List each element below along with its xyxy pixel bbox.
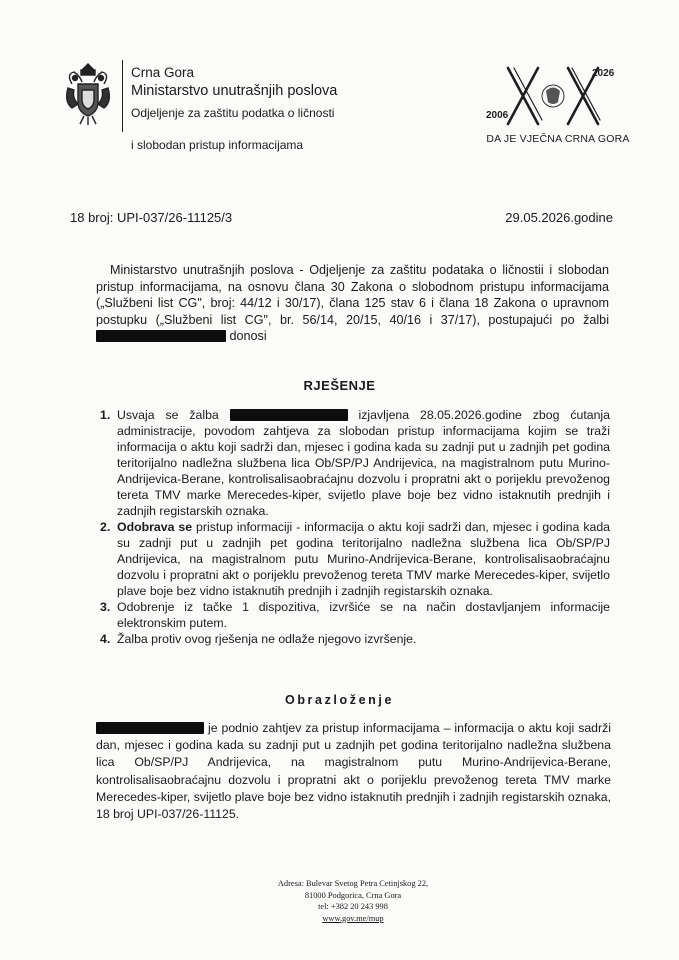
redaction [96,722,204,734]
item-number: 3. [100,600,111,614]
xx-emblem-icon [480,60,630,132]
redaction [230,409,348,421]
footer-website-link[interactable]: www.gov.me/mup [322,913,384,923]
item-number: 4. [100,632,111,646]
item-number: 2. [100,520,111,534]
list-item [100,599,610,631]
header-divider [122,60,123,132]
institution-block [131,64,338,152]
item-text: pristup informaciji - informacija o aktu koji sadrži dan, mjesec i godina kada su zadnji put u zadnjih pet godina teritorijalno nadležna službena lica Ob/SP/PJ Andrijevica, na magistralnom putu Murino-Andrijevica-Berane, kontrolisalisaobraćajnu dozvolu i propratni akt o porijeklu prevoženog tereta TMV marke Merecedes-kiper, svijetlo plave boje bez vidno istaknutih prednjih i zadnjih registarskih oznaka. [117,520,610,598]
reasoning-paragraph [96,720,611,823]
list-item [100,519,610,599]
item-text: izjavljena 28.05.2026.godine zbog ćutanja administracije, povodom zahtjeva za slobodan pristup informacijama kojim se traži informacija o aktu koji sadrži dan, mjesec i godina kada su zadnji put u zadnjih pet godina teritorijalno nadležna službena lica Ob/SP/PJ Andrijevica, na magistralnom putu Murino-Andrijevica-Berane, kontrolisalisaobraćajnu dozvolu i propratni akt o porijeklu prevoženog tereta TMV marke Merecedes-kiper, svijetlo plave boje bez vidno istaknutih prednjih i zadnjih registarskih oznaka. [117,408,610,518]
list-item [100,407,610,519]
decision-heading: RJEŠENJE [303,378,376,393]
decision-list [100,407,610,647]
footer-city: 81000 Podgorica, Crna Gora [304,890,402,900]
ministry-name: Ministarstvo unutrašnjih poslova [131,83,338,99]
emblem-year-left: 2006 [486,110,509,121]
department-line-2: i slobodan pristup informacijama [131,138,304,152]
document-date: 29.05.2026.godine [505,210,613,225]
coat-of-arms-icon [62,62,114,126]
redaction [96,330,226,342]
item-text: Žalba protiv ovog rješenja ne odlaže njegovo izvršenje. [117,632,417,646]
item-text: Usvaja se žalba [117,408,219,422]
footer-phone: tel: +382 20 243 998 [318,902,388,911]
motto: DA JE VJEČNA CRNA GORA [486,133,630,145]
footer-street: Adresa: Bulevar Svetog Petra Cetinjskog 22, [277,879,429,888]
reasoning-heading: Obrazloženje [285,693,394,707]
reasoning-text: je podnio zahtjev za pristup informacijama – informacija o aktu koji sadrži dan, mjesec i godina kada su zadnji put u zadnjih pet godina teritorijalno nadležna službena lica Ob/SP/PJ Andrijevica, na magistralnom putu Murino-Andrijevica-Berane, kontrolisalisaobraćajnu dozvolu i propratni akt o porijeklu prevoženog tereta TMV marke Merecedes-kiper, svijetlo plave boje bez vidno istaknutih prednjih i zadnjih registarskih oznaka, 18 broj UPI-037/26-11125. [96,721,612,822]
list-item [100,631,610,647]
country-name: Crna Gora [131,65,195,80]
intro-closing: donosi [229,329,267,344]
item-number: 1. [100,408,111,422]
item-text: Odobrenje iz tačke 1 dispozitiva, izvršiće se na način dostavljanjem informacije elektronskim putem. [117,600,610,630]
anniversary-emblem [480,60,630,132]
intro-text: Ministarstvo unutrašnjih poslova - Odjeljenje za zaštitu podataka o ličnostii i slobodan pristup informacijama, na osnovu člana 30 Zakona o slobodnom pristupu informacijama („Službeni list CG", broj: 44/12 i 30/17), člana 125 stav 6 i člana 18 Zakona o upravnom postupku („Službeni list CG", br. 56/14, 20/15, 40/16 i 37/17), postupajući po žalbi [96,263,609,327]
intro-paragraph [96,262,609,345]
emblem-year-right: 2026 [592,68,615,79]
footer-address [258,878,448,924]
reference-number: 18 broj: UPI-037/26-11125/3 [70,210,233,225]
department-line-1: Odjeljenje za zaštitu podatka o ličnosti [131,106,335,120]
item-bold-text: Odobrava se [117,520,193,534]
